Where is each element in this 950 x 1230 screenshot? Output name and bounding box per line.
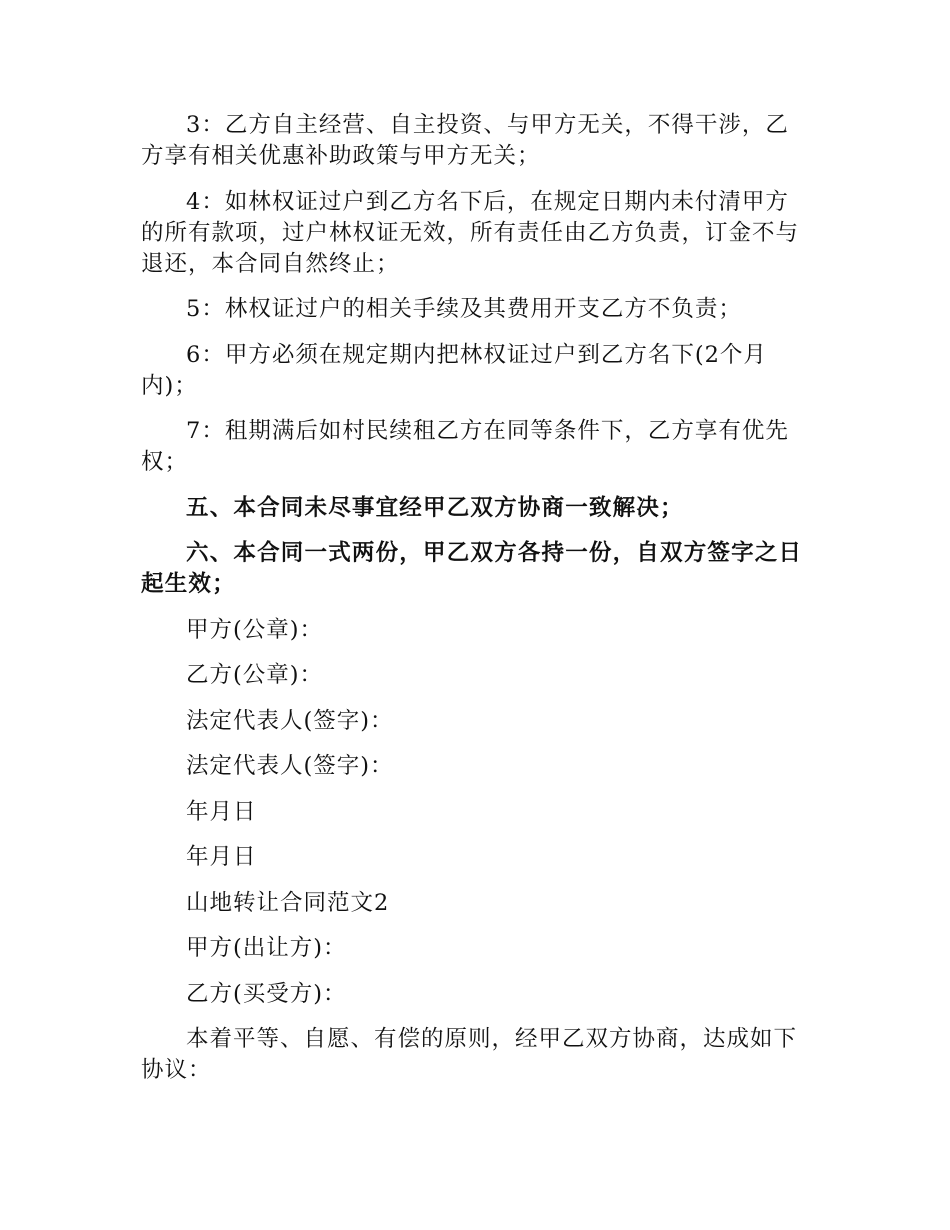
contract-sample-title: 山地转让合同范文2	[186, 889, 390, 916]
paragraph-clause-3: 3：乙方自主经营、自主投资、与甲方无关，不得干涉，乙方享有相关优惠补助政策与甲方无关；	[141, 112, 789, 169]
document-body	[141, 110, 811, 1101]
legal-rep-signature-line-a: 法定代表人(签字)：	[186, 707, 394, 734]
party-a-transferor-line: 甲方(出让方)：	[186, 935, 347, 961]
party-a-seal-line: 甲方(公章)：	[186, 616, 324, 643]
party-b-buyer-line: 乙方(买受方)：	[186, 980, 347, 1007]
date-line-a: 年月日	[186, 798, 257, 825]
date-line-b: 年月日	[186, 844, 257, 870]
paragraph-clause-5: 5：林权证过户的相关手续及其费用开支乙方不负责；	[186, 296, 742, 322]
paragraph-clause-6: 6：甲方必须在规定期内把林权证过户到乙方名下(2个月内)；	[141, 341, 767, 399]
section-five-heading: 五、本合同未尽事宜经甲乙双方协商一致解决；	[186, 494, 684, 521]
paragraph-clause-7: 7：租期满后如村民续租乙方在同等条件下，乙方享有优先权；	[141, 418, 789, 475]
section-six-heading: 六、本合同一式两份，甲乙双方各持一份，自双方签字之日起生效；	[141, 540, 803, 597]
agreement-intro-paragraph: 本着平等、自愿、有偿的原则，经甲乙双方协商，达成如下协议：	[141, 1026, 798, 1083]
party-b-seal-line: 乙方(公章)：	[186, 662, 324, 688]
paragraph-clause-4: 4：如林权证过户到乙方名下后，在规定日期内未付清甲方的所有款项，过户林权证无效，所有责任由乙方负责，订金不与退还，本合同自然终止；	[141, 188, 800, 277]
legal-rep-signature-line-b: 法定代表人(签字)：	[186, 753, 394, 779]
